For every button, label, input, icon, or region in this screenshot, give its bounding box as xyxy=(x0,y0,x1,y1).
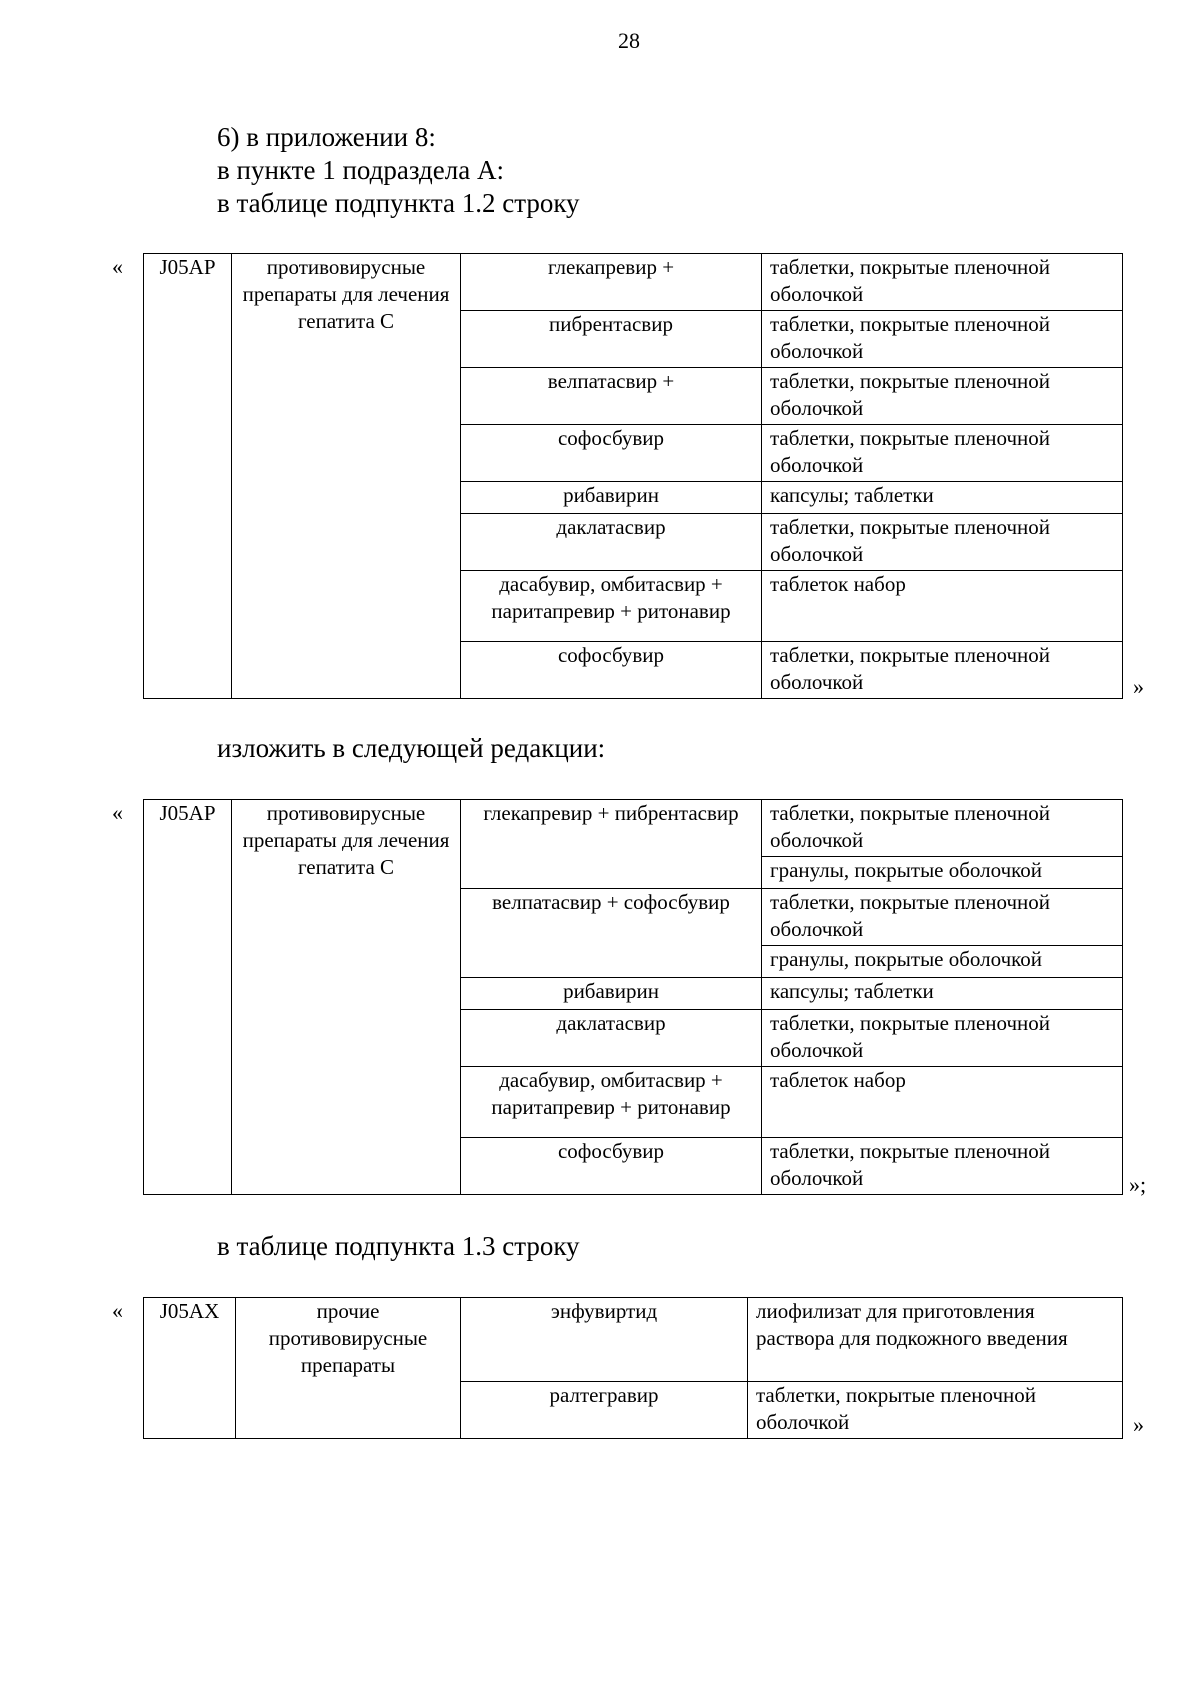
table1-inn: дасабувир, омбитасвир + паритапревир + ритонавир xyxy=(461,571,762,642)
table3-inn: энфувиртид xyxy=(461,1298,748,1382)
table3-form: лиофилизат для приготовления раствора для подкожного введения xyxy=(748,1298,1123,1382)
table1-open-quote: « xyxy=(112,254,123,279)
table3 xyxy=(143,1297,1123,1439)
table2-group: противовирусные препараты для лечения гепатита С xyxy=(232,800,461,1195)
table1-group: противовирусные препараты для лечения гепатита С xyxy=(232,254,461,699)
table2-inn: велпатасвир + софосбувир xyxy=(461,889,762,978)
table3-close-quote: » xyxy=(1133,1412,1144,1437)
table1-code: J05AP xyxy=(144,254,232,699)
table3-code: J05AX xyxy=(144,1298,236,1439)
table2-form: капсулы; таблетки xyxy=(762,978,1123,1010)
intro-line-3: в таблице подпункта 1.2 строку xyxy=(217,188,580,218)
table3-group: прочие противовирусные препараты xyxy=(236,1298,461,1439)
intro-line-1: 6) в приложении 8: xyxy=(217,122,436,152)
table1 xyxy=(143,253,1123,699)
table2-inn: даклатасвир xyxy=(461,1010,762,1067)
table1-inn: даклатасвир xyxy=(461,514,762,571)
table3-form: таблетки, покрытые пленочной оболочкой xyxy=(748,1382,1123,1439)
table2-close-quote: »; xyxy=(1129,1172,1147,1197)
table1-form: таблетки, покрытые пленочной оболочкой xyxy=(762,311,1123,368)
table2-form: таблеток набор xyxy=(762,1067,1123,1138)
table1-form: таблетки, покрытые пленочной оболочкой xyxy=(762,368,1123,425)
table1-inn: пибрентасвир xyxy=(461,311,762,368)
table1-form: таблетки, покрытые пленочной оболочкой xyxy=(762,254,1123,311)
table2 xyxy=(143,799,1123,1195)
between-text: изложить в следующей редакции: xyxy=(217,733,606,763)
table1-inn: велпатасвир + xyxy=(461,368,762,425)
page-number: 28 xyxy=(618,28,640,53)
table3-open-quote: « xyxy=(112,1298,123,1323)
table2-inn: дасабувир, омбитасвир + паритапревир + ритонавир xyxy=(461,1067,762,1138)
table2-form: таблетки, покрытые пленочной оболочкой xyxy=(762,800,1123,857)
table2-form: таблетки, покрытые пленочной оболочкой xyxy=(762,1138,1123,1195)
section2-text: в таблице подпункта 1.3 строку xyxy=(217,1231,580,1261)
table1-form: таблетки, покрытые пленочной оболочкой xyxy=(762,514,1123,571)
intro-line-2: в пункте 1 подраздела А: xyxy=(217,155,504,185)
table1-form: таблеток набор xyxy=(762,571,1123,642)
table2-form: таблетки, покрытые пленочной оболочкой xyxy=(762,1010,1123,1067)
table2-form: гранулы, покрытые оболочкой xyxy=(762,946,1123,978)
table2-inn: софосбувир xyxy=(461,1138,762,1195)
table1-form: капсулы; таблетки xyxy=(762,482,1123,514)
table2-code: J05AP xyxy=(144,800,232,1195)
table2-form: гранулы, покрытые оболочкой xyxy=(762,857,1123,889)
table3-inn: ралтегравир xyxy=(461,1382,748,1439)
table1-inn: глекапревир + xyxy=(461,254,762,311)
table2-open-quote: « xyxy=(112,800,123,825)
table1-inn: рибавирин xyxy=(461,482,762,514)
table1-form: таблетки, покрытые пленочной оболочкой xyxy=(762,642,1123,699)
table1-form: таблетки, покрытые пленочной оболочкой xyxy=(762,425,1123,482)
table2-inn: глекапревир + пибрентасвир xyxy=(461,800,762,889)
table2-inn: рибавирин xyxy=(461,978,762,1010)
table1-close-quote: » xyxy=(1133,674,1144,699)
table1-inn: софосбувир xyxy=(461,425,762,482)
table1-inn: софосбувир xyxy=(461,642,762,699)
table2-form: таблетки, покрытые пленочной оболочкой xyxy=(762,889,1123,946)
